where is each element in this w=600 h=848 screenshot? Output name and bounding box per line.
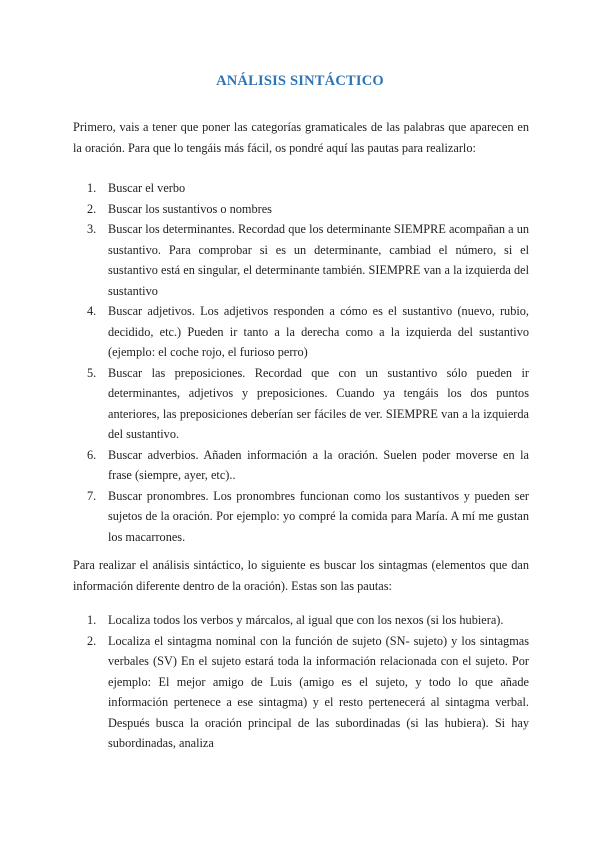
list-item-text: Buscar los determinantes. Recordad que los determinante SIEMPRE acompañan a un sustantivo. Para comprobar si es un determinante, cambiad el número, si el sustantivo está en singular, el determinante también. SIEMPRE van a la izquierda del sustantivo [108, 222, 529, 298]
list-item-text: Buscar adverbios. Añaden información a la oración. Suelen poder moverse en la frase (siempre, ayer, etc).. [108, 447, 529, 482]
list-item [73, 178, 529, 199]
list-item-number: 1. [87, 181, 97, 195]
list-item-number: 5. [87, 365, 97, 380]
list-item-text: Buscar los sustantivos o nombres [108, 201, 272, 216]
list-item-number: 2. [87, 633, 97, 648]
list-item-text: Buscar el verbo [108, 181, 186, 195]
list-item-text: Localiza todos los verbos y márcalos, al igual que con los nexos (si los hubiera). [108, 613, 504, 627]
list-item-number: 3. [87, 222, 97, 236]
list-item-text: Buscar adjetivos. Los adjetivos responden a cómo es el sustantivo (nuevo, rubio, decidido, etc.) Pueden ir tanto a la derecha como a la izquierda del sustantivo (ejemplo: el coche rojo, el furioso perro) [108, 304, 529, 359]
list-item [73, 301, 529, 363]
list-item-number: 1. [87, 613, 97, 627]
syntax-steps-list [73, 610, 529, 754]
list-item [73, 631, 529, 754]
list-item-number: 4. [87, 304, 97, 318]
list-item-number: 6. [87, 447, 97, 462]
list-item [73, 219, 529, 301]
syntax-intro-paragraph: Para realizar el análisis sintáctico, lo siguiente es buscar los sintagmas (elementos que dan información diferente dentro de la oración). Estas son las pautas: [73, 558, 529, 593]
list-item [73, 445, 529, 486]
list-item [73, 363, 529, 445]
list-item-text: Buscar pronombres. Los pronombres funcionan como los sustantivos y pueden ser sujetos de la oración. Por ejemplo: yo compré la comida para María. A mí me gustan los macarrones. [108, 488, 529, 544]
page-title: ANÁLISIS SINTÁCTICO [216, 73, 384, 89]
list-item [73, 610, 529, 631]
list-item-text: Buscar las preposiciones. Recordad que con un sustantivo sólo pueden ir determinantes, adjetivos y preposiciones. Cuando ya tengáis los dos puntos anteriores, las preposiciones deberían ser fáciles de ver. SIEMPRE van a la izquierda del sustantivo. [108, 365, 529, 441]
list-item [73, 486, 529, 548]
intro-paragraph: Primero, vais a tener que poner las categorías gramaticales de las palabras que aparecen en la oración. Para que lo tengáis más fácil, os pondré aquí las pautas para realizarlo: [73, 120, 529, 155]
list-item-text: Localiza el sintagma nominal con la función de sujeto (SN- sujeto) y los sintagmas verbales (SV) En el sujeto estará toda la información relacionada con el sujeto. Por ejemplo: El mejor amigo de Luis (amigo es el sujeto, y todo lo que añade información pertenece a ese sintagma) y el resto pertenecerá al sintagma verbal. Después busca la oración principal de las subordinadas (si las hubiera). Si hay subordinadas, analiza [108, 633, 529, 750]
list-item-number: 2. [87, 201, 97, 216]
steps-list [73, 178, 529, 547]
list-item [73, 199, 529, 220]
list-item-number: 7. [87, 488, 97, 503]
